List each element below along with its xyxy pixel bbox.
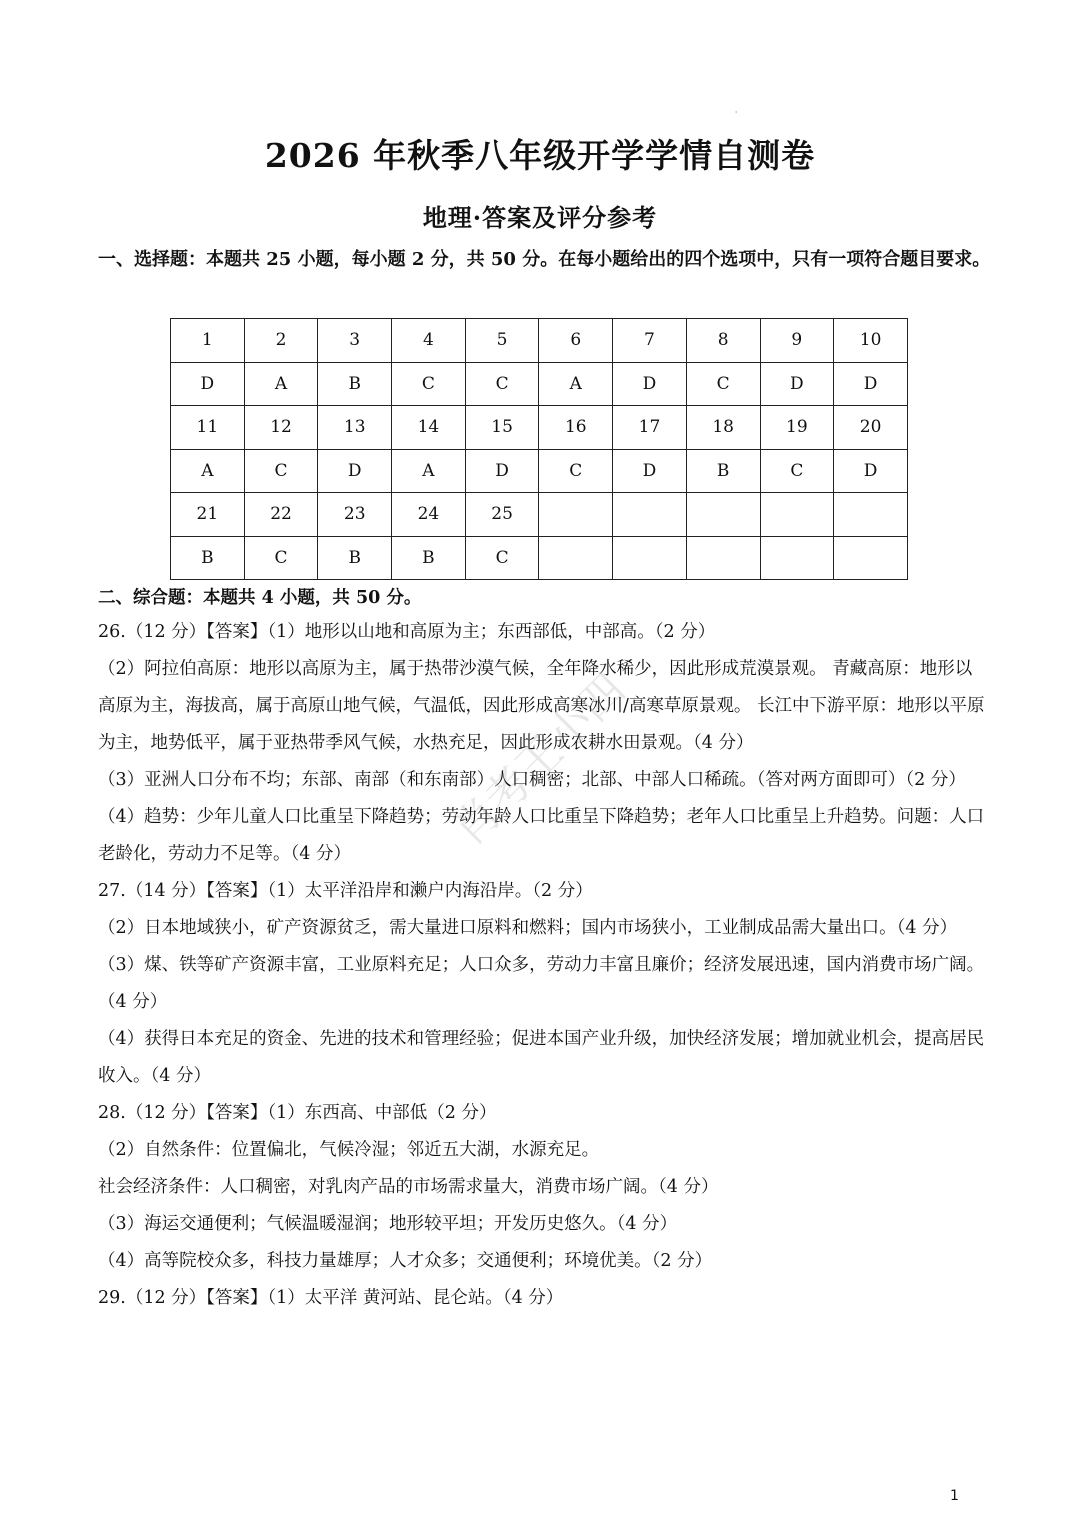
table-cell: D xyxy=(613,362,687,406)
table-cell: 11 xyxy=(171,406,245,450)
table-cell: B xyxy=(686,449,760,493)
table-cell: D xyxy=(760,362,834,406)
table-row xyxy=(171,406,908,450)
table-cell: 5 xyxy=(465,319,539,363)
table-cell: D xyxy=(834,362,908,406)
table-cell xyxy=(834,536,908,580)
table-cell: 3 xyxy=(318,319,392,363)
page-subtitle: 地理·答案及评分参考 xyxy=(422,203,658,232)
table-cell: 22 xyxy=(244,493,318,537)
table-cell: C xyxy=(465,536,539,580)
table-row xyxy=(171,319,908,363)
table-cell xyxy=(834,493,908,537)
table-cell: 15 xyxy=(465,406,539,450)
table-cell: C xyxy=(244,536,318,580)
paragraph: （4）高等院校众多，科技力量雄厚；人才众多；交通便利；环境优美。（2 分） xyxy=(98,1251,713,1271)
table-cell: 8 xyxy=(686,319,760,363)
table-cell: A xyxy=(244,362,318,406)
table-cell: B xyxy=(318,362,392,406)
paragraph: （4）趋势：少年儿童人口比重呈下降趋势；劳动年龄人口比重呈下降趋势；老年人口比重呈上升趋势。问题：人口老龄化，劳动力不足等。（4 分） xyxy=(98,807,985,864)
table-cell: A xyxy=(392,449,466,493)
page-number: 1 xyxy=(950,1488,959,1504)
table-cell: 14 xyxy=(392,406,466,450)
table-cell: D xyxy=(465,449,539,493)
top-mark: ' xyxy=(735,110,738,119)
paragraph: （3）海运交通便利；气候温暖湿润；地形较平坦；开发历史悠久。（4 分） xyxy=(98,1214,678,1234)
paragraph: 27.（14 分）【答案】（1）太平洋沿岸和濑户内海沿岸。（2 分） xyxy=(98,881,593,901)
paragraph: 28.（12 分）【答案】（1）东西高、中部低（2 分） xyxy=(98,1103,497,1123)
table-cell: 9 xyxy=(760,319,834,363)
table-cell: C xyxy=(244,449,318,493)
table-cell: C xyxy=(465,362,539,406)
table-row xyxy=(171,536,908,580)
table-cell: 23 xyxy=(318,493,392,537)
table-cell: C xyxy=(392,362,466,406)
table-cell: 6 xyxy=(539,319,613,363)
table-cell: B xyxy=(318,536,392,580)
table-cell: 17 xyxy=(613,406,687,450)
table-cell: C xyxy=(686,362,760,406)
table-cell: 19 xyxy=(760,406,834,450)
table-cell xyxy=(760,536,834,580)
table-cell: A xyxy=(171,449,245,493)
table-cell: 25 xyxy=(465,493,539,537)
page-title: 2026 年秋季八年级开学学情自测卷 xyxy=(264,136,816,175)
table-row xyxy=(171,493,908,537)
table-cell: C xyxy=(760,449,834,493)
section2-heading: 二、综合题：本题共 4 小题，共 50 分。 xyxy=(98,588,422,608)
table-cell: 4 xyxy=(392,319,466,363)
table-cell: 1 xyxy=(171,319,245,363)
table-cell xyxy=(613,493,687,537)
table-row xyxy=(171,449,908,493)
table-cell: 18 xyxy=(686,406,760,450)
table-cell: 20 xyxy=(834,406,908,450)
table-cell: 13 xyxy=(318,406,392,450)
table-cell xyxy=(539,493,613,537)
table-cell xyxy=(686,493,760,537)
section1-heading: 一、选择题：本题共 25 小题，每小题 2 分，共 50 分。在每小题给出的四个选项中，只有一项符合题目要求。 xyxy=(98,249,991,270)
table-cell: B xyxy=(171,536,245,580)
table-cell: 21 xyxy=(171,493,245,537)
table-cell: C xyxy=(539,449,613,493)
table-cell: 7 xyxy=(613,319,687,363)
table-cell: D xyxy=(834,449,908,493)
paragraph: （2）自然条件：位置偏北，气候冷湿；邻近五大湖，水源充足。 xyxy=(98,1140,600,1160)
table-cell: 10 xyxy=(834,319,908,363)
table-cell: D xyxy=(613,449,687,493)
paragraph: （2）阿拉伯高原：地形以高原为主，属于热带沙漠气候，全年降水稀少，因此形成荒漠景观。 青藏高原：地形以高原为主，海拔高，属于高原山地气候，气温低，因此形成高寒冰川/高寒草原景观。 长江中下游平原：地形以平原为主，地势低平，属于亚热带季风气候，水热充足，因此形成农耕水田景观。（4 分） xyxy=(98,659,985,753)
table-cell: 16 xyxy=(539,406,613,450)
table-row xyxy=(171,362,908,406)
table-cell: 12 xyxy=(244,406,318,450)
table-cell: D xyxy=(171,362,245,406)
table-cell: 24 xyxy=(392,493,466,537)
table-cell xyxy=(686,536,760,580)
paragraph: 26.（12 分）【答案】（1）地形以山地和高原为主；东西部低，中部高。（2 分） xyxy=(98,622,716,642)
paragraph: （3）亚洲人口分布不均；东部、南部（和东南部）人口稠密；北部、中部人口稀疏。（答对两方面即可）（2 分） xyxy=(98,770,966,790)
paragraph: 社会经济条件：人口稠密，对乳肉产品的市场需求量大，消费市场广阔。（4 分） xyxy=(98,1177,719,1197)
table-cell: D xyxy=(318,449,392,493)
table-cell xyxy=(539,536,613,580)
table-cell: 2 xyxy=(244,319,318,363)
paragraph: （3）煤、铁等矿产资源丰富，工业原料充足；人口众多，劳动力丰富且廉价；经济发展迅速，国内消费市场广阔。（4 分） xyxy=(98,955,985,1012)
table-cell xyxy=(760,493,834,537)
table-cell: B xyxy=(392,536,466,580)
paragraph: 29.（12 分）【答案】（1）太平洋 黄河站、昆仑站。（4 分） xyxy=(98,1288,564,1308)
paragraph: （4）获得日本充足的资金、先进的技术和管理经验；促进本国产业升级，加快经济发展；增加就业机会，提高居民收入。（4 分） xyxy=(98,1029,985,1086)
answer-table xyxy=(170,318,908,580)
watermark: 肖考王小四 xyxy=(443,663,636,856)
table-cell: A xyxy=(539,362,613,406)
table-cell xyxy=(613,536,687,580)
paragraph: （2）日本地域狭小，矿产资源贫乏，需大量进口原料和燃料；国内市场狭小，工业制成品需大量出口。（4 分） xyxy=(98,918,958,938)
